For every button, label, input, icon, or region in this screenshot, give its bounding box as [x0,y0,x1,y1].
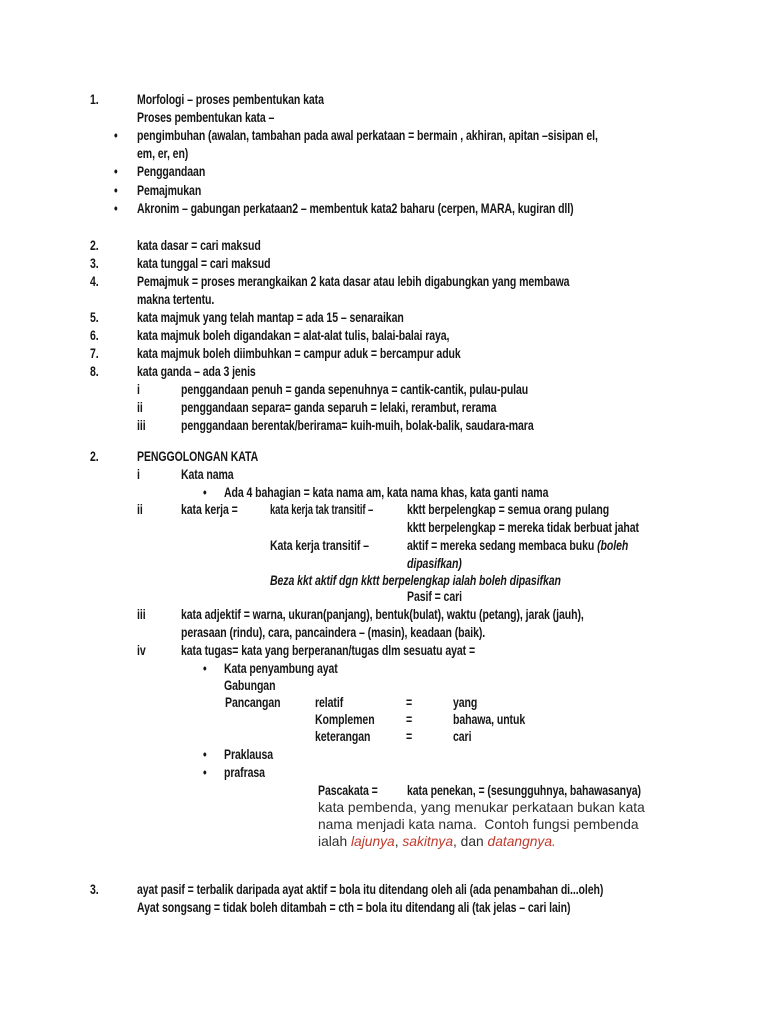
document-line [0,363,768,381]
text-run: Pancangan [225,695,281,710]
document-line [0,728,768,746]
document-line [0,145,768,163]
document-line [0,91,768,109]
text-part [137,255,270,273]
text-part [181,399,496,417]
text-run: 8. [90,364,99,379]
text-run: yang [453,695,478,710]
document-line [0,484,768,502]
text-run: ii [137,502,143,517]
text-part [90,345,99,363]
text-run: kata tunggal = cari maksud [137,256,271,271]
document-line [0,109,768,127]
document-line [0,677,768,695]
text-run: cari [453,729,472,744]
text-run: kata penekan, = (sesungguhnya, bahawasanya) [407,783,641,798]
text-run: bahawa, untuk [453,712,526,727]
document-line [0,327,768,345]
text-run: iii [137,607,146,622]
text-run: pengimbuhan (awalan, tambahan pada awal perkataan = bermain , akhiran, apitan –sisipan el, [137,128,598,143]
text-part [137,466,140,484]
document-line [0,182,768,200]
text-run: ii [137,400,143,415]
text-run: keterangan [315,729,371,744]
text-run: makna tertentu. [137,292,215,307]
text-part [137,399,143,417]
document-line [0,833,768,851]
text-part [137,127,598,145]
document-line [0,273,768,291]
text-run: Pascakata = [318,783,378,798]
text-part [90,448,99,466]
text-part [90,309,99,327]
text-part [224,677,275,695]
text-part [137,381,140,399]
text-part [90,91,99,109]
text-part [315,728,370,746]
text-run: Ayat songsang = tidak boleh ditambah = cth = bola itu ditendang ali (tak jelas – cari lain) [137,900,571,915]
text-run: kata adjektif = warna, ukuran(panjang), bentuk(bulat), waktu (petang), jarak (jauh), [181,607,584,622]
text-run: kata kerja = [181,502,238,517]
text-part [407,537,628,555]
text-part [137,899,570,917]
text-run: Morfologi – proses pembentukan kata [137,92,324,107]
document-line [0,381,768,399]
text-part [181,417,534,435]
text-part [315,694,343,712]
text-run: Kata nama [181,467,234,482]
text-run: kktt berpelengkap = mereka tidak berbuat jahat [407,520,639,535]
text-run: 2. [90,238,99,253]
text-part [181,606,584,624]
text-part [203,764,207,782]
text-part [137,109,274,127]
document-line [0,127,768,145]
text-part [203,660,207,678]
text-part [407,588,462,606]
text-part [406,711,412,729]
text-part [224,484,548,502]
text-run: Kata kerja transitif – [270,538,369,553]
document-line [0,237,768,255]
text-run: • [114,128,118,143]
text-part [114,127,118,145]
text-part [137,363,256,381]
text-run: • [203,485,207,500]
document-line [0,881,768,899]
text-run: • [114,183,118,198]
text-part [181,381,528,399]
document-line [0,291,768,309]
text-run: kata kerja tak transitif – [270,502,374,517]
document-line [0,746,768,764]
text-part [181,624,485,642]
text-part [453,728,471,746]
text-part [137,182,201,200]
text-run: Penggandaan [137,164,206,179]
text-part [225,694,280,712]
text-run: Pasif = cari [407,589,462,604]
text-part [137,163,205,181]
text-part [137,309,404,327]
document-line [0,588,768,606]
text-part [90,273,99,291]
document-line [0,537,768,555]
document-line [0,694,768,712]
document-line [0,255,768,273]
text-part [137,200,574,218]
text-run: ayat pasif = terbalik daripada ayat aktif = bola itu ditendang oleh ali (ada penambahan di...oleh) [137,882,604,897]
text-run: kata tugas= kata yang berperanan/tugas dlm sesuatu ayat = [181,643,476,658]
text-part [318,782,378,800]
text-run: Kata penyambung ayat [224,661,338,676]
text-run: kata dasar = cari maksud [137,238,261,253]
text-part [137,327,449,345]
text-part [407,501,609,519]
text-run: 4. [90,274,99,289]
text-run: 2. [90,449,99,464]
text-run: kata majmuk boleh digandakan = alat-alat tulis, balai-balai raya, [137,328,450,343]
text-part [224,764,265,782]
text-part [90,327,99,345]
text-run: Gabungan [224,678,276,693]
text-part [137,91,324,109]
text-run: iii [137,418,146,433]
text-part [181,501,238,519]
text-run: 3. [90,256,99,271]
text-run: ialah [318,834,351,849]
text-part [318,816,639,834]
text-part [137,237,261,255]
text-run: Proses pembentukan kata – [137,110,275,125]
text-run: , dan [453,834,488,849]
text-part [453,711,525,729]
text-run: 3. [90,882,99,897]
text-part [407,782,641,800]
text-run: Ada 4 bahagian = kata nama am, kata nama khas, kata ganti nama [224,485,549,500]
text-part [90,363,99,381]
text-run: i [137,467,140,482]
text-part [137,501,143,519]
document-line [0,624,768,642]
text-run: kata majmuk boleh diimbuhkan = campur aduk = bercampur aduk [137,346,461,361]
text-part [453,694,477,712]
text-run: datangnya. [487,834,556,849]
text-run: Akronim – gabungan perkataan2 – membentuk kata2 baharu (cerpen, MARA, kugiran dll) [137,201,574,216]
text-run: • [114,164,118,179]
text-part [224,746,273,764]
text-part [270,537,369,555]
text-part [137,642,146,660]
text-part [137,273,569,291]
document-line [0,782,768,800]
document-line [0,345,768,363]
document-line [0,799,768,817]
text-run: dipasifkan) [407,556,462,571]
document-line [0,642,768,660]
text-part [318,799,645,817]
document-line [0,163,768,181]
text-run: Praklausa [224,747,274,762]
document-line [0,660,768,678]
text-run: 1. [90,92,99,107]
document-line [0,417,768,435]
text-run: Pemajmukan [137,183,202,198]
text-part [406,728,412,746]
text-part [181,466,234,484]
text-run: iv [137,643,146,658]
text-part [137,448,258,466]
text-run: aktif = mereka sedang membaca buku [407,538,598,553]
document-line [0,816,768,834]
text-run: prafrasa [224,765,265,780]
text-run: em, er, en) [137,146,189,161]
text-part [114,163,118,181]
text-part [224,660,338,678]
text-part [407,519,639,537]
document-line [0,764,768,782]
text-run: kktt berpelengkap = semua orang pulang [407,502,610,517]
document-line [0,200,768,218]
text-run: penggandaan berentak/berirama= kuih-muih, bolak-balik, saudara-mara [181,418,534,433]
text-run: 6. [90,328,99,343]
text-part [137,417,146,435]
text-part [315,711,375,729]
text-run: penggandaan penuh = ganda sepenuhnya = cantik-cantik, pulau-pulau [181,382,529,397]
text-run: • [203,765,207,780]
text-run: kata majmuk yang telah mantap = ada 15 – senaraikan [137,310,404,325]
text-run: , [394,834,403,849]
text-part [137,145,188,163]
text-part [318,833,556,851]
document-line [0,448,768,466]
document-line [0,519,768,537]
text-run: penggandaan separa= ganda separuh = lelaki, rerambut, rerama [181,400,497,415]
text-run: (boleh [597,538,629,553]
document-line [0,711,768,729]
text-part [137,881,603,899]
text-run: PENGGOLONGAN KATA [137,449,259,464]
document-line [0,555,768,573]
text-part [114,182,118,200]
text-run: nama menjadi kata nama. Contoh fungsi pembenda [318,817,639,832]
text-run: kata pembenda, yang menukar perkataan bukan kata [318,800,645,815]
text-part [270,501,373,519]
text-part [203,746,207,764]
text-part [137,291,214,309]
text-part [137,606,146,624]
document-line [0,899,768,917]
text-run: Pemajmuk = proses merangkaikan 2 kata dasar atau lebih digabungkan yang membawa [137,274,570,289]
text-run: sakitnya [402,834,454,849]
document-line [0,501,768,519]
text-part [90,255,99,273]
document-line [0,606,768,624]
document-line [0,466,768,484]
text-run: Beza kkt aktif dgn kktt berpelengkap ialah boleh dipasifkan [270,573,561,588]
text-part [406,694,412,712]
text-run: kata ganda – ada 3 jenis [137,364,256,379]
text-run: • [203,661,207,676]
text-run: = [406,712,413,727]
text-run: = [406,695,413,710]
text-part [90,237,99,255]
text-part [181,642,475,660]
text-run: • [203,747,207,762]
text-run: perasaan (rindu), cara, pancaindera – (masin), keadaan (baik). [181,625,486,640]
text-run: relatif [315,695,344,710]
text-run: 7. [90,346,99,361]
text-run: • [114,201,118,216]
text-run: i [137,382,140,397]
text-part [114,200,118,218]
document-line [0,399,768,417]
text-part [90,881,99,899]
text-part [203,484,207,502]
text-part [407,555,462,573]
text-run: Komplemen [315,712,375,727]
text-run: = [406,729,413,744]
text-part [137,345,461,363]
text-run: lajunya [350,834,395,849]
document-line [0,309,768,327]
text-run: 5. [90,310,99,325]
